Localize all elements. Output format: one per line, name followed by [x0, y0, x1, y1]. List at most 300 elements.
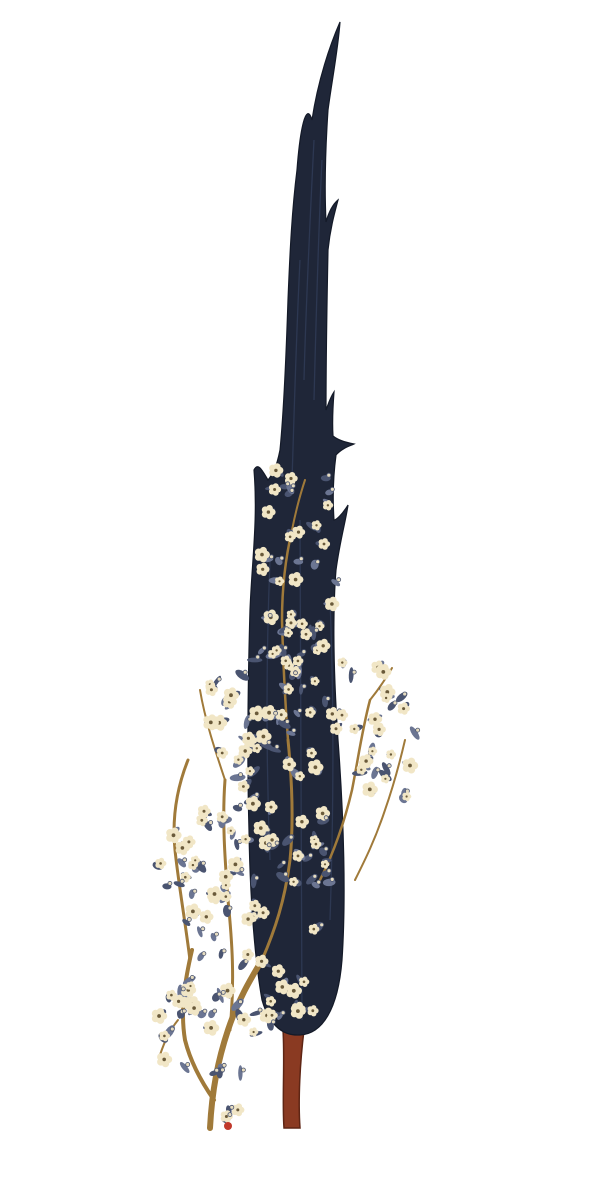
bud: [292, 728, 296, 732]
blossom-center: [192, 1006, 196, 1010]
bud: [316, 560, 320, 564]
blossom-petal: [209, 1020, 217, 1028]
bud: [317, 880, 321, 884]
bud: [238, 840, 242, 844]
blossom-petal: [300, 618, 305, 623]
bud: [180, 879, 184, 883]
bud: [281, 1011, 285, 1015]
blossom-petal: [271, 649, 276, 654]
bud: [302, 684, 306, 688]
blossom-petal: [291, 983, 299, 991]
blossom-petal: [318, 621, 323, 626]
blossom-center: [310, 752, 313, 755]
bud: [299, 557, 303, 561]
blossom-petal: [194, 856, 198, 860]
blossom-center: [226, 989, 230, 993]
blossom-center: [249, 770, 251, 772]
bud: [284, 872, 288, 876]
blossom-petal: [326, 500, 331, 505]
blossom-petal: [367, 782, 375, 790]
blossom-petal: [340, 709, 346, 715]
bud: [203, 1009, 207, 1013]
blossom-center: [313, 928, 316, 931]
blossom-center: [221, 815, 224, 818]
bud: [270, 555, 274, 559]
blossom-center: [289, 536, 292, 539]
bud: [262, 646, 266, 650]
blossom-petal: [274, 463, 281, 470]
blossom-center: [203, 810, 206, 813]
blossom-center: [157, 1014, 161, 1018]
bud: [280, 556, 284, 560]
blossom-center: [278, 580, 280, 582]
bud: [291, 484, 295, 488]
blossom-center: [244, 749, 247, 752]
blossom-center: [353, 728, 355, 730]
blossom-petal: [353, 724, 358, 729]
blossom-center: [303, 981, 306, 984]
blossom-petal: [224, 880, 229, 885]
bud: [215, 1068, 219, 1072]
blossom-petal: [210, 684, 216, 690]
bud: [314, 628, 318, 632]
blossom-center: [299, 775, 301, 777]
bud: [376, 768, 380, 772]
red-bud-accent: [224, 1122, 232, 1130]
blossom-center: [341, 714, 344, 717]
blossom-center: [274, 469, 277, 472]
bud: [275, 745, 279, 749]
bud: [298, 709, 302, 713]
bud: [290, 488, 294, 492]
blossom-petal: [330, 597, 337, 604]
blossom-petal: [208, 714, 216, 722]
bud: [186, 1063, 190, 1067]
blossom-petal: [287, 758, 294, 765]
blossom-petal: [320, 806, 327, 813]
blossom-center: [229, 693, 233, 697]
blossom-center: [194, 859, 196, 861]
bud: [209, 821, 213, 825]
blossom-center: [292, 989, 296, 993]
blossom-center: [189, 985, 191, 987]
bud: [240, 868, 244, 872]
blossom-petal: [266, 505, 273, 512]
blossom-petal: [246, 732, 252, 738]
blossom-center: [200, 819, 203, 822]
bud: [267, 740, 271, 744]
blossom-center: [287, 763, 290, 766]
blossom-petal: [315, 520, 320, 525]
bud: [268, 613, 272, 617]
blossom-petal: [191, 904, 199, 912]
blossom-petal: [289, 472, 295, 478]
blossom-center: [315, 524, 317, 526]
blossom-center: [314, 765, 318, 769]
bud: [215, 932, 219, 936]
blossom-petal: [322, 538, 328, 544]
blossom-center: [322, 644, 325, 647]
bud: [330, 487, 334, 491]
blossom-petal: [312, 924, 317, 929]
blossom-petal: [270, 833, 277, 840]
blossom-petal: [261, 729, 269, 737]
blossom-center: [290, 621, 293, 624]
blossom-petal: [275, 645, 280, 650]
blossom-petal: [385, 684, 393, 692]
blossom-petal: [298, 771, 303, 776]
bud: [241, 1068, 245, 1072]
blossom-petal: [184, 872, 189, 877]
bud: [284, 646, 288, 650]
blossom-center: [318, 625, 320, 627]
blossom-center: [408, 764, 412, 768]
bud: [217, 992, 221, 996]
blossom-petal: [261, 906, 267, 912]
bud: [170, 1027, 174, 1031]
blossom-petal: [300, 815, 307, 822]
blossom-petal: [280, 979, 287, 986]
blossom-petal: [273, 483, 279, 489]
blossom-center: [364, 759, 367, 762]
bud: [168, 881, 172, 885]
blossom-petal: [371, 747, 375, 751]
blossom-petal: [177, 995, 184, 1002]
bud: [202, 952, 206, 956]
bud: [416, 728, 420, 732]
bud: [387, 764, 391, 768]
blossom-petal: [330, 707, 337, 714]
blossom-center: [390, 753, 392, 755]
blossom-petal: [251, 796, 258, 803]
blossom-center: [269, 1000, 272, 1003]
blossom-petal: [159, 858, 164, 863]
blossom-center: [270, 806, 273, 809]
blossom-center: [323, 543, 326, 546]
blossom-petal: [373, 712, 380, 719]
bud: [230, 1105, 234, 1109]
blossom-center: [327, 504, 329, 506]
blossom-center: [297, 660, 300, 663]
bud: [274, 711, 278, 715]
blossom-petal: [261, 563, 267, 569]
blossom-petal: [287, 684, 292, 689]
blossom-petal: [220, 747, 226, 753]
blossom-center: [281, 985, 285, 989]
blossom-center: [225, 895, 228, 898]
blossom-petal: [296, 656, 301, 661]
blossom-petal: [260, 547, 267, 554]
blossom-petal: [314, 839, 319, 844]
blossom-petal: [157, 1008, 165, 1016]
bud: [190, 975, 194, 979]
bud: [255, 876, 259, 880]
blossom-center: [271, 1014, 274, 1017]
blossom-center: [272, 653, 274, 655]
blossom-center: [284, 660, 287, 663]
blossom-center: [335, 727, 338, 730]
blossom-center: [261, 568, 264, 571]
bud: [285, 720, 289, 724]
bud: [221, 1068, 225, 1072]
blossom-petal: [278, 577, 283, 582]
blossom-center: [402, 707, 405, 710]
blossom-center: [381, 670, 385, 674]
blossom-center: [210, 688, 213, 691]
blossom-center: [294, 578, 298, 582]
blossom-center: [251, 802, 255, 806]
blossom-petal: [294, 666, 299, 671]
blossom-center: [267, 711, 271, 715]
blossom-center: [221, 752, 224, 755]
bud: [228, 1113, 232, 1117]
bud: [403, 692, 407, 696]
blossom-petal: [270, 1010, 275, 1015]
bud: [294, 671, 298, 675]
blossom-petal: [220, 811, 226, 817]
blossom-center: [244, 838, 246, 840]
blossom-center: [253, 904, 256, 907]
blossom-center: [225, 1115, 228, 1118]
bud: [239, 1000, 243, 1004]
blossom-center: [209, 721, 213, 725]
blossom-center: [290, 613, 292, 615]
bud: [313, 874, 317, 878]
blossom-center: [172, 833, 176, 837]
blossom-petal: [212, 886, 220, 894]
blossom-petal: [296, 850, 302, 856]
blossom-center: [242, 1018, 245, 1021]
blossom-center: [260, 553, 264, 557]
blossom-center: [287, 688, 290, 691]
blossom-petal: [236, 1103, 242, 1109]
bud: [256, 655, 260, 659]
blossom-petal: [225, 983, 233, 991]
blossom-petal: [229, 687, 236, 694]
blossom-center: [225, 884, 227, 886]
blossom-center: [275, 649, 277, 651]
blossom-center: [184, 876, 187, 879]
blossom-petal: [242, 1013, 249, 1020]
bud: [320, 923, 324, 927]
bud: [337, 578, 341, 582]
blossom-center: [177, 1000, 180, 1003]
bud: [213, 1009, 217, 1013]
blossom-center: [384, 778, 386, 780]
blossom-center: [262, 911, 265, 914]
blossom-center: [287, 632, 289, 634]
bud: [271, 1020, 275, 1024]
blossom-center: [277, 970, 280, 973]
blossom-petal: [334, 722, 340, 728]
blossom-petal: [288, 531, 293, 536]
bud: [222, 1063, 226, 1067]
blossom-center: [314, 680, 316, 682]
blossom-petal: [381, 664, 389, 672]
bud: [324, 816, 328, 820]
blossom-center: [260, 960, 263, 963]
bud: [286, 482, 290, 486]
bud: [275, 841, 279, 845]
blossom-center: [270, 838, 273, 841]
blossom-center: [321, 812, 325, 816]
bud: [222, 949, 226, 953]
blossom-petal: [253, 900, 259, 906]
bud: [239, 803, 243, 807]
blossom-center: [242, 785, 245, 788]
blossom-petal: [290, 610, 294, 614]
blossom-center: [234, 863, 238, 867]
blossom-center: [246, 953, 249, 956]
blossom-center: [309, 711, 312, 714]
blossom-center: [406, 795, 408, 797]
bud: [309, 853, 313, 857]
blossom-center: [292, 881, 294, 883]
bud: [183, 858, 187, 862]
blossom-center: [385, 697, 387, 699]
blossom-petal: [260, 955, 266, 961]
blossom-center: [300, 820, 303, 823]
blossom-center: [236, 1108, 239, 1111]
blossom-center: [360, 769, 362, 771]
blossom-petal: [405, 792, 409, 796]
bud: [239, 773, 243, 777]
blossom-center: [224, 875, 228, 879]
blossom-center: [378, 728, 381, 731]
blossom-center: [256, 747, 258, 749]
bud: [393, 701, 397, 705]
bud: [327, 869, 331, 873]
blossom-center: [341, 661, 343, 663]
bud: [326, 697, 330, 701]
blossom-center: [305, 633, 308, 636]
blossom-center: [296, 1009, 300, 1013]
blossom-center: [289, 477, 292, 480]
blossom-center: [237, 759, 239, 761]
blossom-center: [297, 531, 300, 534]
blossom-petal: [163, 1031, 168, 1036]
blossom-petal: [187, 835, 193, 841]
bud: [217, 677, 221, 681]
bud: [181, 987, 185, 991]
blossom-petal: [389, 750, 394, 755]
blossom-petal: [309, 707, 314, 712]
blossom-center: [280, 713, 283, 716]
blossom-petal: [384, 774, 388, 778]
blossom-center: [255, 712, 259, 716]
blossom-petal: [313, 759, 321, 767]
bud: [193, 889, 197, 893]
bud: [201, 861, 205, 865]
blossom-petal: [202, 805, 208, 811]
blossom-petal: [276, 964, 283, 971]
blossom-center: [297, 855, 300, 858]
blossom-center: [246, 917, 249, 920]
bud: [182, 1009, 186, 1013]
blossom-petal: [254, 706, 262, 714]
blossom-center: [205, 915, 208, 918]
blossom-center: [373, 718, 376, 721]
blossom-center: [371, 750, 373, 752]
blossom-center: [262, 735, 266, 739]
bud: [352, 670, 356, 674]
bud: [289, 835, 293, 839]
blossom-petal: [192, 1001, 199, 1008]
blossom-petal: [297, 526, 303, 532]
blossom-center: [368, 788, 372, 792]
blossom-center: [170, 994, 173, 997]
bud: [324, 847, 328, 851]
blossom-center: [230, 830, 232, 832]
blossom-petal: [258, 820, 265, 827]
blossom-petal: [296, 1003, 303, 1010]
blossom-petal: [162, 1052, 169, 1059]
blossom-center: [181, 846, 185, 850]
blossom-center: [247, 737, 250, 740]
blossom-center: [311, 1009, 314, 1012]
bud: [243, 670, 247, 674]
bud: [327, 473, 331, 477]
blossom-center: [324, 863, 326, 865]
blossom-center: [162, 1058, 166, 1062]
blossom-center: [315, 843, 318, 846]
blossom-petal: [224, 891, 229, 896]
blossom-petal: [314, 677, 318, 681]
blossom-center: [330, 602, 334, 606]
blossom-center: [187, 840, 190, 843]
bud: [221, 990, 225, 994]
blossom-center: [191, 910, 195, 914]
leaf: [238, 1065, 242, 1081]
blossom-center: [267, 510, 270, 513]
blossom-petal: [341, 658, 346, 663]
blossom-center: [159, 862, 162, 865]
blossom-petal: [310, 748, 315, 753]
blossom-petal: [293, 572, 300, 579]
bud: [330, 877, 334, 881]
blossom-center: [213, 892, 217, 896]
blossom-center: [209, 1026, 213, 1030]
blossom-petal: [287, 628, 291, 632]
blossom-petal: [242, 780, 248, 786]
blossom-petal: [304, 628, 310, 634]
blossom-center: [163, 1035, 166, 1038]
blossom-petal: [189, 981, 193, 985]
bud: [201, 927, 205, 931]
bud: [282, 861, 286, 865]
bud: [258, 1008, 262, 1012]
blossom-center: [301, 623, 304, 626]
blossom-petal: [252, 1027, 256, 1031]
blossom-petal: [246, 912, 253, 919]
bud: [302, 650, 306, 654]
bud: [267, 843, 271, 847]
blossom-petal: [269, 801, 275, 807]
blossom-petal: [408, 758, 416, 766]
blossom-center: [192, 864, 194, 866]
blossom-petal: [170, 990, 175, 995]
blossom-center: [273, 488, 276, 491]
blossom-center: [331, 712, 334, 715]
blossom-petal: [243, 744, 250, 751]
blossom-center: [259, 826, 263, 830]
blossom-center: [253, 1031, 255, 1033]
bud: [255, 792, 259, 796]
blossom-petal: [279, 709, 285, 715]
bud: [228, 906, 232, 910]
bud: [187, 918, 191, 922]
blossom-petal: [267, 705, 274, 712]
